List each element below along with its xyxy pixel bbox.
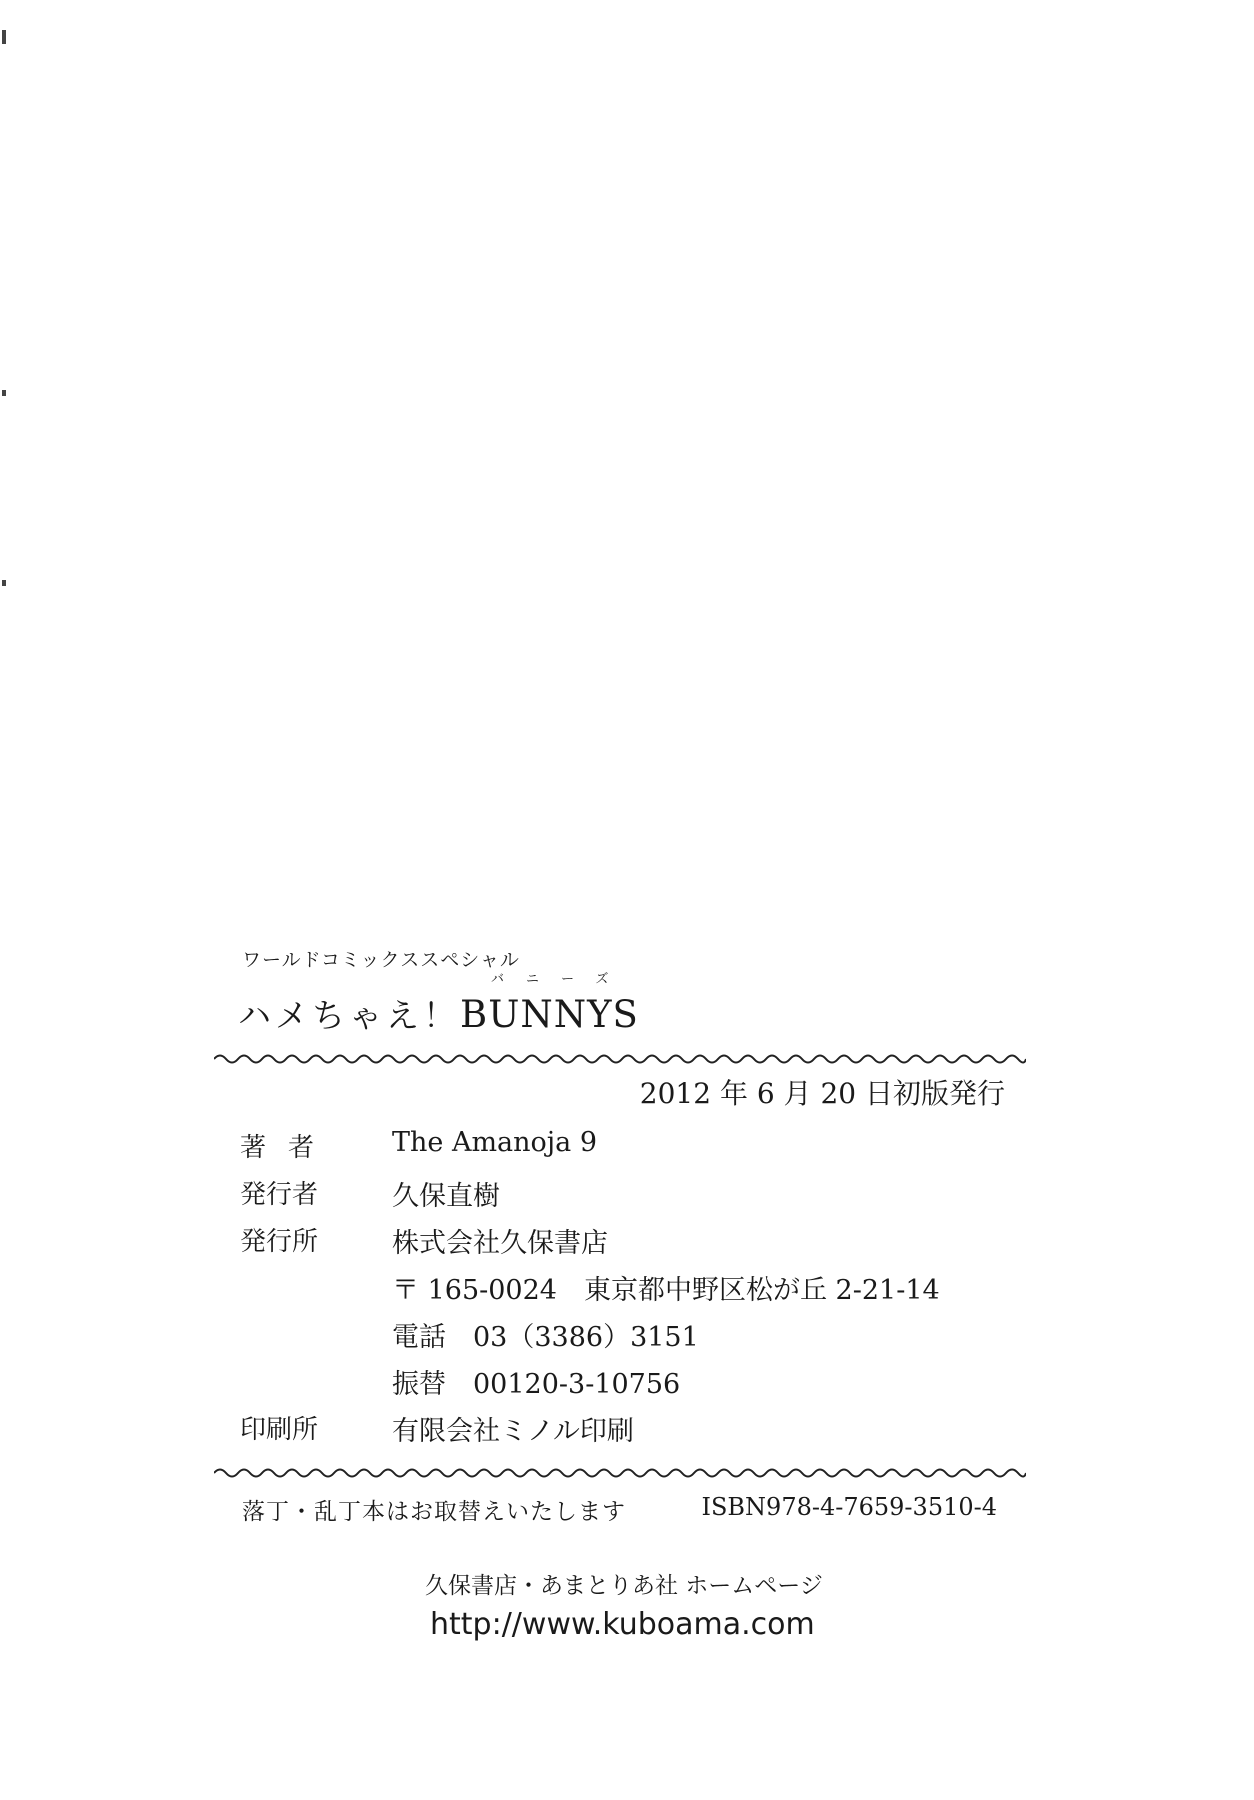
credit-label: 発行所: [240, 1227, 319, 1257]
scan-edge-mark: [2, 390, 6, 396]
ornamental-divider-top: [214, 1052, 1026, 1066]
homepage-label: 久保書店・あまとりあ社 ホームページ: [425, 1573, 823, 1599]
scan-edge-mark: [2, 30, 6, 44]
credit-value: The Amanoja 9: [392, 1127, 598, 1158]
homepage-url[interactable]: http://www.kuboama.com: [430, 1607, 815, 1642]
scan-edge-mark: [2, 580, 6, 586]
credit-value: 株式会社久保書店: [392, 1228, 608, 1259]
title-japanese: ハメちゃえ！: [238, 996, 460, 1035]
credit-value: 久保直樹: [392, 1181, 500, 1212]
title-ruby: バニーズ: [491, 972, 631, 987]
publication-date: 2012 年 6 月 20 日初版発行: [639, 1077, 1005, 1110]
credit-label: 著者: [240, 1133, 337, 1163]
credit-value: 電話 03（3386）3151: [392, 1322, 699, 1353]
credit-label: 発行者: [240, 1180, 319, 1210]
credit-label: 印刷所: [240, 1415, 319, 1445]
ornamental-divider-bottom: [214, 1466, 1026, 1480]
credit-value: 〒 165-0024 東京都中野区松が丘 2-21-14: [392, 1275, 940, 1306]
series-name: ワールドコミックススペシャル: [242, 949, 520, 971]
book-title: [238, 972, 639, 1037]
isbn: ISBN978-4-7659-3510-4: [701, 1493, 997, 1521]
replacement-notice: 落丁・乱丁本はお取替えいたします: [242, 1499, 626, 1525]
title-english: BUNNYS: [460, 993, 639, 1036]
credit-value: 有限会社ミノル印刷: [392, 1416, 634, 1447]
credit-value: 振替 00120-3-10756: [392, 1369, 681, 1400]
